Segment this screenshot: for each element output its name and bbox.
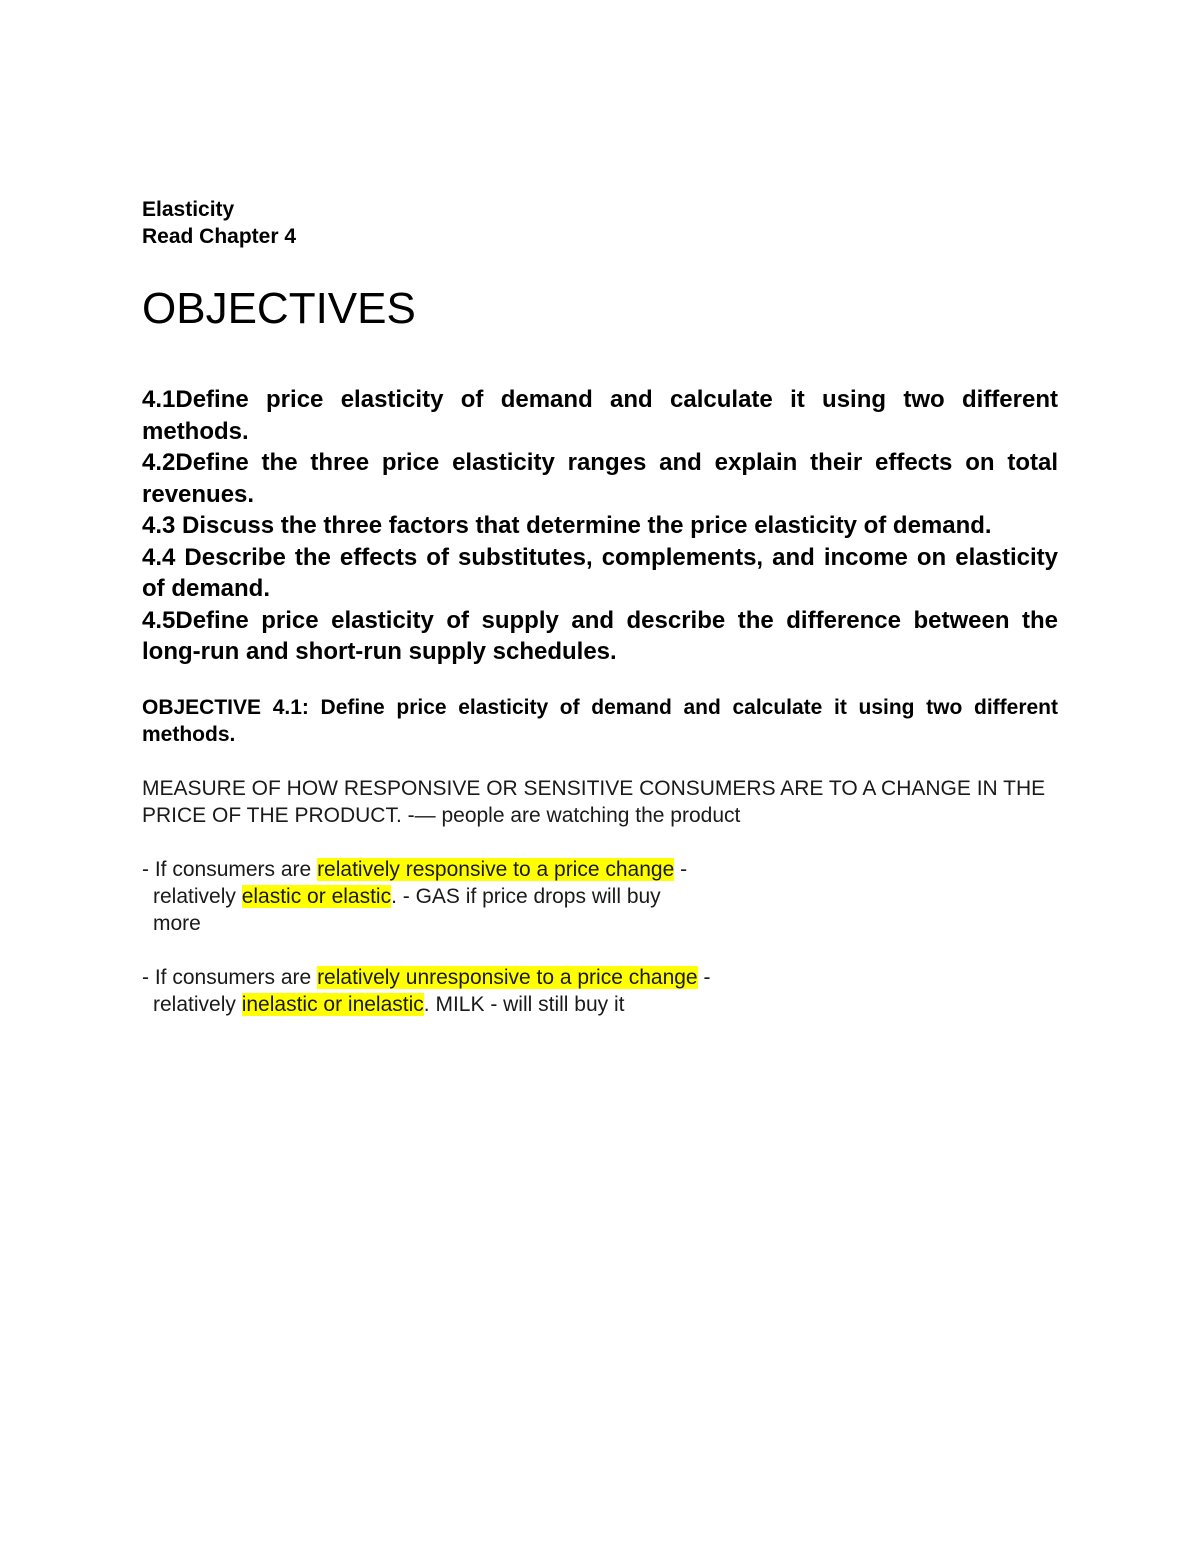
- objective-item: 4.3 Discuss the three factors that determine the price elasticity of demand.: [142, 512, 992, 539]
- bullet-text: relatively: [153, 992, 242, 1016]
- bullet-lead: - If consumers are: [142, 857, 318, 881]
- bullet-line: [142, 991, 742, 1018]
- document-subtitle: Read Chapter 4: [142, 225, 297, 248]
- objective-item: 4.1Define price elasticity of demand and calculate it using two different methods.: [142, 386, 1058, 445]
- bullet-elastic: [142, 856, 742, 937]
- bullet-text: -: [674, 857, 688, 881]
- bullet-text: -: [697, 965, 711, 989]
- bullet-lead: - If consumers are: [142, 965, 318, 989]
- definition-text: MEASURE OF HOW RESPONSIVE OR SENSITIVE CONSUMERS ARE TO A CHANGE IN THE PRICE OF THE PRODUCT. -— people are watching the product: [142, 776, 1046, 827]
- bullet-line: more: [153, 911, 201, 935]
- highlight-text: relatively unresponsive to a price change: [317, 965, 698, 989]
- objective-item: 4.4 Describe the effects of substitutes, complements, and income on elasticity of demand.: [142, 543, 1058, 602]
- highlight-text: elastic or elastic: [241, 884, 392, 908]
- bullet-text: . - GAS if price drops will buy: [391, 884, 661, 908]
- bullet-text: relatively: [153, 884, 242, 908]
- bullet-line: [142, 883, 742, 910]
- bullet-inelastic: [142, 964, 742, 1018]
- bullet-text: . MILK - will still buy it: [423, 992, 625, 1016]
- highlight-text: inelastic or inelastic: [241, 992, 424, 1016]
- section-heading: OBJECTIVE 4.1: Define price elasticity of demand and calculate it using two different methods.: [142, 695, 1058, 746]
- objective-item: 4.2Define the three price elasticity ranges and explain their effects on total revenues.: [142, 449, 1058, 508]
- highlight-text: relatively responsive to a price change: [317, 857, 675, 881]
- objective-item: 4.5Define price elasticity of supply and describe the difference between the long-run and short-run supply schedules.: [142, 606, 1058, 665]
- document-title: Elasticity: [142, 198, 235, 221]
- objectives-list: [142, 384, 1058, 668]
- document-page: [142, 196, 1058, 1018]
- objectives-heading: OBJECTIVES: [142, 284, 416, 333]
